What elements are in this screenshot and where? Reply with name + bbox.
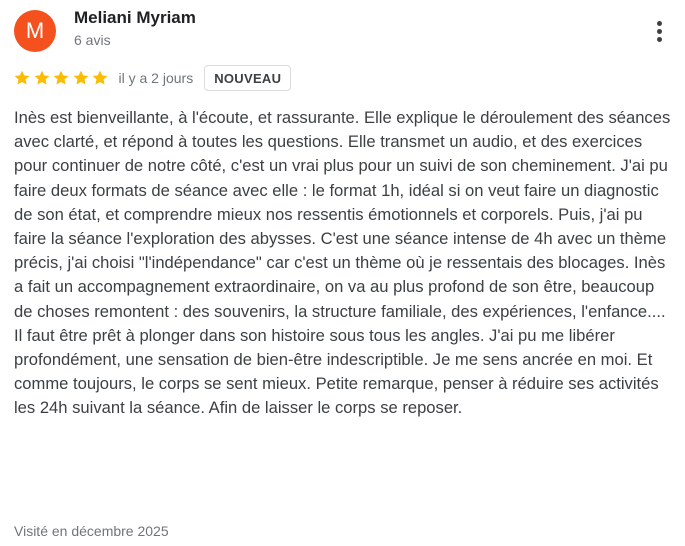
avatar-letter: M	[25, 18, 45, 43]
more-options-button[interactable]	[644, 14, 674, 48]
rating-row	[13, 64, 291, 92]
review-date: il y a 2 jours	[118, 70, 194, 86]
avatar[interactable]	[14, 10, 56, 52]
review-text: Inès est bienveillante, à l'écoute, et rassurante. Elle explique le déroulement des séances avec clarté, et répond à toutes les questions. Elle transmet un audio, et des exercices pour continuer de notre côté, c'est un vrai plus pour un suivi de son cheminement. J'ai pu faire deux formats de séance avec elle : le format 1h, idéal si on veut faire un diagnostic de son état, et comprendre mieux nos ressentis émotionnels et corporels. Puis, j'ai pu faire la séance l'exploration des abysses. C'est une séance intense de 4h avec un thème précis, j'ai choisi "l'indépendance" car c'est un thème où je ressentais des blocages. Inès a fait un accompagnement extraordinaire, on va au plus profond de son être, beaucoup de choses remontent : des souvenirs, la structure familiale, des expériences, l'enfance.... Il faut être prêt à plonger dans son histoire sous tous les angles. J'ai pu me libérer profondément, une sensation de bien-être indescriptible. Je me sens ancrée en moi. Et comme toujours, le corps se sent mieux. Petite remarque, penser à réduire ses activités les 24h suivant la séance. Afin de laisser le corps se reposer.	[14, 108, 671, 418]
star-icon	[13, 69, 31, 87]
author-name[interactable]: Meliani Myriam	[74, 8, 196, 27]
more-vertical-icon	[657, 19, 662, 43]
star-icon	[91, 69, 109, 87]
review-count: 6 avis	[74, 32, 111, 48]
star-icon	[72, 69, 90, 87]
visit-date: Visité en décembre 2025	[14, 523, 169, 539]
new-badge: NOUVEAU	[204, 65, 291, 91]
star-icon	[33, 69, 51, 87]
star-rating	[13, 69, 111, 87]
star-icon	[52, 69, 70, 87]
